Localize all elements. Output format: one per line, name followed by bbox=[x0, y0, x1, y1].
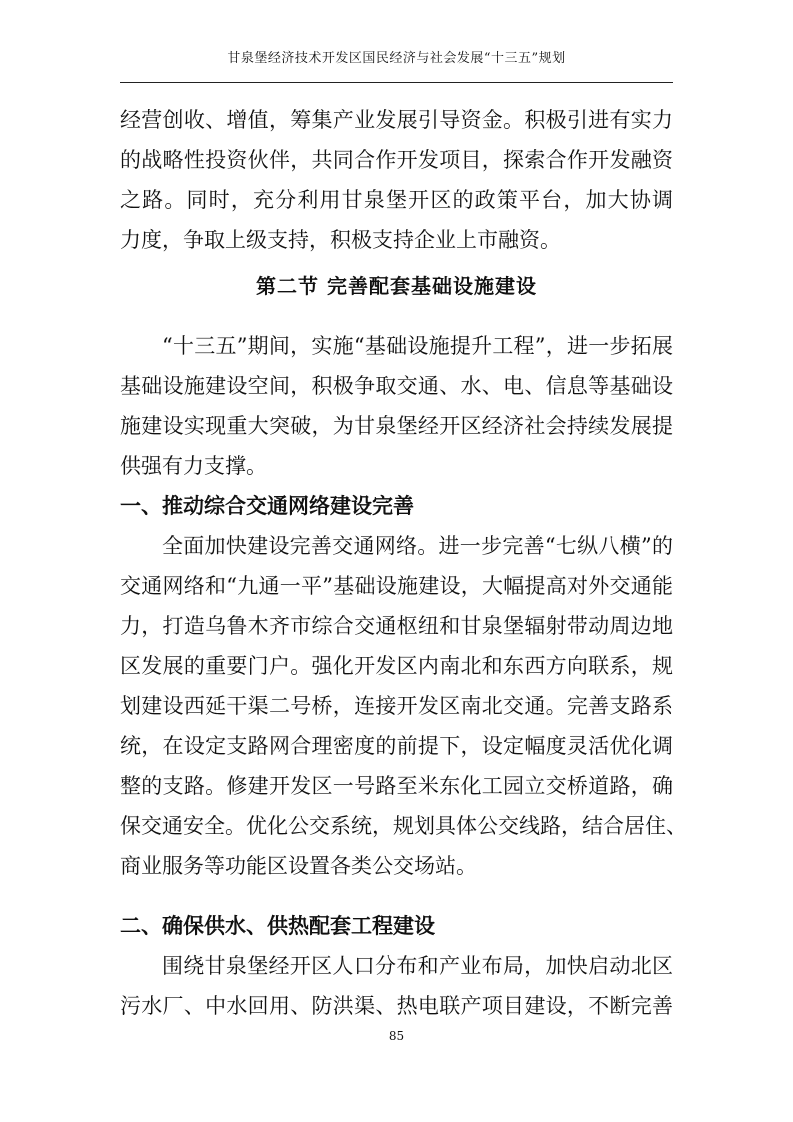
page-number: 85 bbox=[388, 1029, 405, 1043]
paragraph-line: 污水厂、中水回用、防洪渠、热电联产项目建设，不断完善 bbox=[120, 994, 673, 1018]
paragraph-line: 划建设西延干渠二号桥，连接开发区南北交通。完善支路系 bbox=[120, 694, 673, 718]
paragraph-line: 商业服务等功能区设置各类公交场站。 bbox=[120, 854, 477, 878]
paragraph-line: 围绕甘泉堡经开区人口分布和产业布局，加快启动北区 bbox=[162, 954, 673, 978]
subsection-heading: 二、确保供水、供热配套工程建设 bbox=[120, 914, 435, 938]
paragraph-line: 统，在设定支路网合理密度的前提下，设定幅度灵活优化调 bbox=[120, 734, 673, 758]
paragraph-line: 力，打造乌鲁木齐市综合交通枢纽和甘泉堡辐射带动周边地 bbox=[120, 614, 673, 638]
paragraph-line: “十三五”期间，实施“基础设施提升工程”，进一步拓展 bbox=[162, 334, 673, 358]
paragraph-line: 力度，争取上级支持，积极支持企业上市融资。 bbox=[120, 228, 561, 252]
paragraph-line: 经营创收、增值，筹集产业发展引导资金。积极引进有实力 bbox=[120, 108, 673, 132]
paragraph-line: 整的支路。修建开发区一号路至米东化工园立交桥道路，确 bbox=[120, 774, 673, 798]
paragraph-line: 交通网络和“九通一平”基础设施建设，大幅提高对外交通能 bbox=[120, 574, 673, 598]
paragraph-line: 供强有力支撑。 bbox=[120, 454, 267, 478]
paragraph-line: 区发展的重要门户。强化开发区内南北和东西方向联系，规 bbox=[120, 654, 673, 678]
running-header-title: 甘泉堡经济技术开发区国民经济与社会发展“十三五”规划 bbox=[227, 51, 566, 66]
paragraph-line: 基础设施建设空间，积极争取交通、水、电、信息等基础设 bbox=[120, 374, 673, 398]
paragraph-line: 的战略性投资伙伴，共同合作开发项目，探索合作开发融资 bbox=[120, 148, 673, 172]
section-title: 第二节 完善配套基础设施建设 bbox=[256, 274, 537, 298]
subsection-heading: 一、推动综合交通网络建设完善 bbox=[120, 494, 414, 518]
header-rule bbox=[120, 82, 673, 83]
paragraph-line: 全面加快建设完善交通网络。进一步完善“七纵八横”的 bbox=[162, 534, 673, 558]
paragraph-line: 施建设实现重大突破，为甘泉堡经开区经济社会持续发展提 bbox=[120, 414, 673, 438]
paragraph-line: 之路。同时，充分利用甘泉堡开区的政策平台，加大协调 bbox=[120, 188, 673, 212]
paragraph-line: 保交通安全。优化公交系统，规划具体公交线路，结合居住、 bbox=[120, 814, 687, 838]
